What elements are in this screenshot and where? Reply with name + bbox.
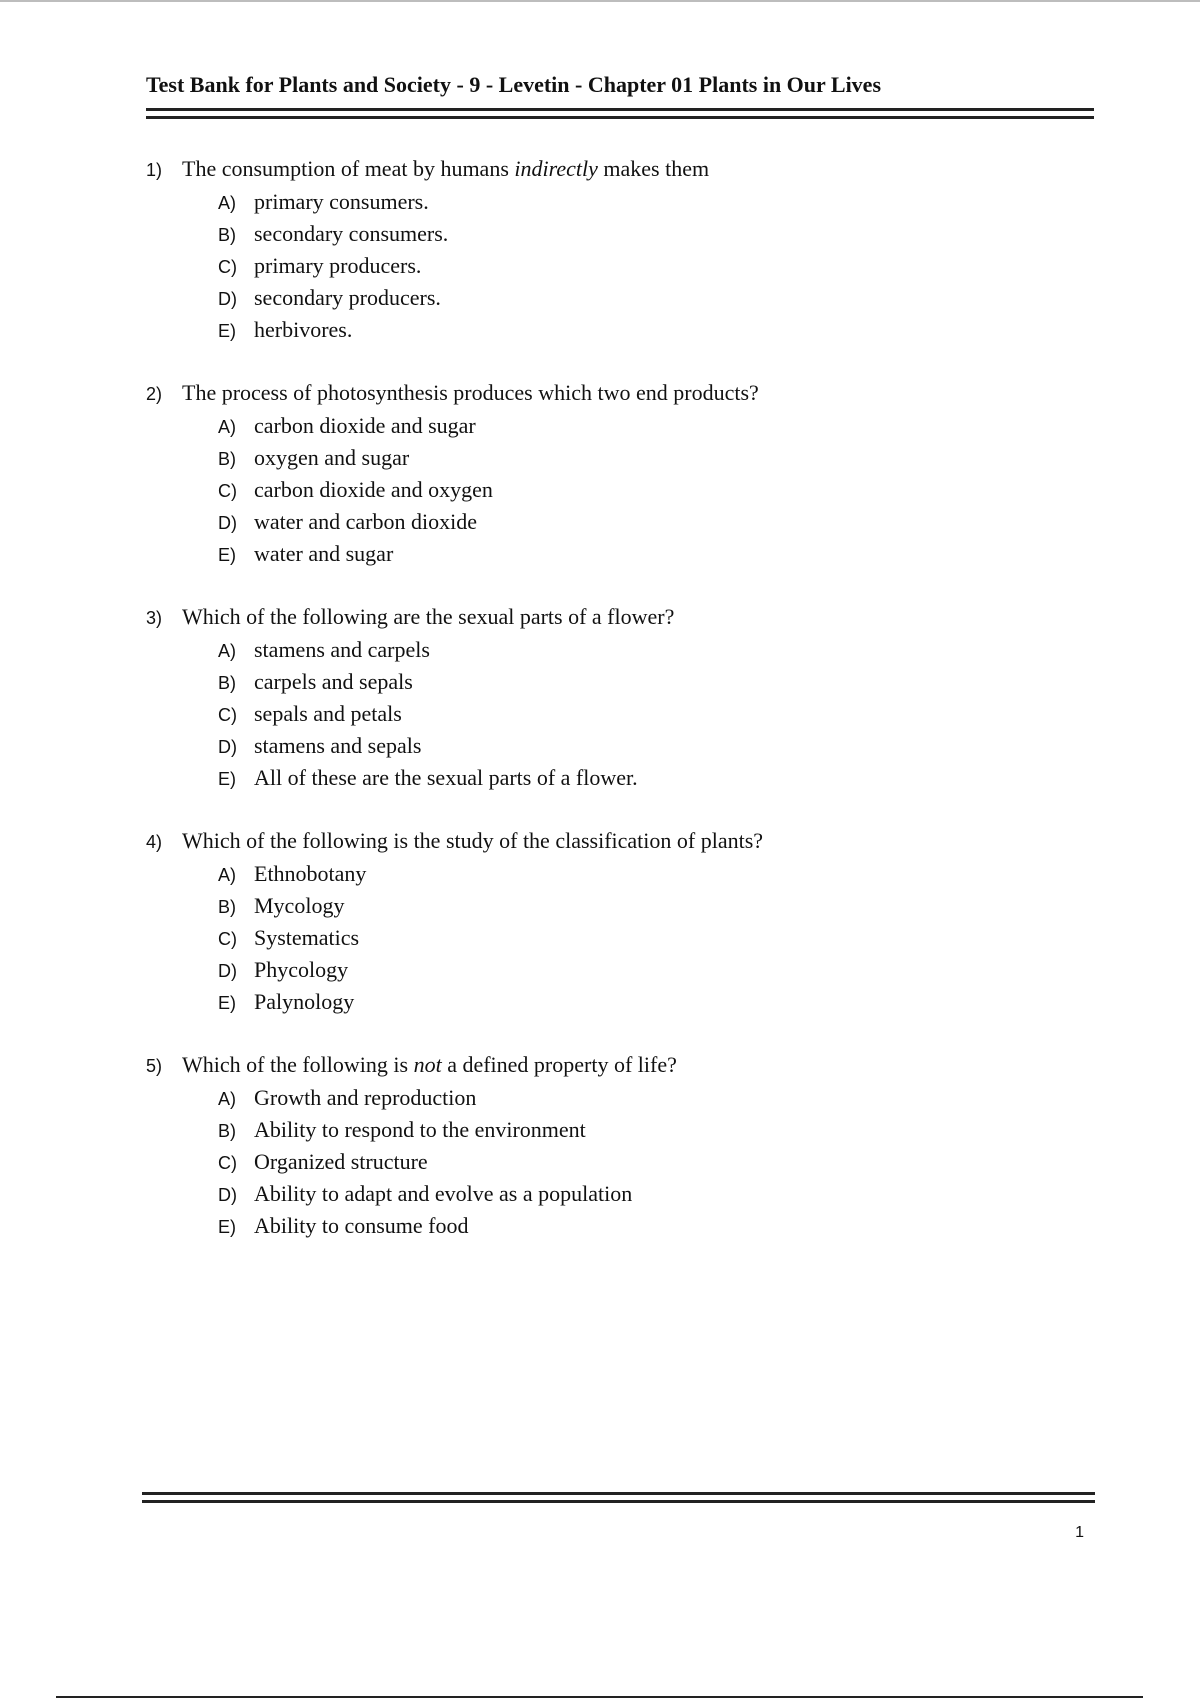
document-title: Test Bank for Plants and Society - 9 - Levetin - Chapter 01 Plants in Our Lives [146,72,882,97]
option-text: Palynology [254,989,355,1014]
option-text: Ability to consume food [254,1213,469,1238]
answer-option-c [218,922,1096,954]
answer-option-a [218,858,1096,890]
question-stem [146,376,1096,410]
option-letter: D) [218,513,237,533]
page-bottom-edge [56,1696,1143,1698]
question-number: 4) [146,832,163,852]
answer-option-b [218,218,1096,250]
option-text: Organized structure [254,1149,428,1174]
option-text: stamens and carpels [254,637,430,662]
option-letter: A) [218,1089,236,1109]
option-text: Ability to adapt and evolve as a population [254,1181,633,1206]
question-text-part: Which of the following are the sexual parts of a flower? [182,604,675,629]
option-letter: A) [218,417,236,437]
page-top-edge [0,0,1200,2]
option-letter: A) [218,193,236,213]
question-number: 1) [146,160,163,180]
answer-option-e [218,762,1096,794]
answer-option-e [218,1210,1096,1242]
option-letter: C) [218,929,237,949]
option-text: Phycology [254,957,349,982]
question-2 [146,376,1096,570]
option-letter: C) [218,257,237,277]
answer-option-e [218,538,1096,570]
option-text: water and carbon dioxide [254,509,477,534]
option-text: stamens and sepals [254,733,422,758]
question-text [182,152,709,186]
question-text-part: Which of the following is [182,1052,414,1077]
question-text-part: makes them [597,156,710,181]
option-text: water and sugar [254,541,394,566]
option-letter: A) [218,641,236,661]
option-letter: D) [218,289,237,309]
answer-option-d [218,1178,1096,1210]
option-text: All of these are the sexual parts of a flower. [254,765,638,790]
answer-option-a [218,634,1096,666]
option-text: secondary consumers. [254,221,449,246]
answer-option-b [218,1114,1096,1146]
answer-option-d [218,506,1096,538]
option-text: primary producers. [254,253,422,278]
question-text-part: a defined property of life? [441,1052,677,1077]
option-text: carbon dioxide and oxygen [254,477,493,502]
question-number: 3) [146,608,163,628]
question-5 [146,1048,1096,1242]
question-stem [146,824,1096,858]
option-text: carpels and sepals [254,669,413,694]
question-text-part: The process of photosynthesis produces which two end products? [182,380,759,405]
page-number: 1 [1075,1524,1084,1541]
option-letter: C) [218,481,237,501]
question-number: 5) [146,1056,163,1076]
question-number: 2) [146,384,163,404]
answer-option-a [218,1082,1096,1114]
question-list [146,152,1096,1272]
answer-options [146,858,1096,1018]
answer-option-c [218,474,1096,506]
question-stem [146,600,1096,634]
option-text: Ability to respond to the environment [254,1117,586,1142]
option-letter: D) [218,737,237,757]
option-letter: E) [218,321,236,341]
question-4 [146,824,1096,1018]
header-double-rule [146,108,1094,119]
option-letter: C) [218,1153,237,1173]
page-header [146,70,1094,119]
question-text-part: Which of the following is the study of the classification of plants? [182,828,764,853]
answer-options [146,1082,1096,1242]
option-letter: B) [218,1121,236,1141]
option-letter: E) [218,769,236,789]
option-letter: A) [218,865,236,885]
answer-option-d [218,282,1096,314]
question-3 [146,600,1096,794]
option-letter: E) [218,1217,236,1237]
option-text: oxygen and sugar [254,445,410,470]
option-letter: B) [218,449,236,469]
option-text: secondary producers. [254,285,441,310]
answer-option-b [218,442,1096,474]
answer-option-c [218,698,1096,730]
option-text: Growth and reproduction [254,1085,477,1110]
question-text [182,824,763,858]
answer-option-c [218,1146,1096,1178]
option-text: Mycology [254,893,345,918]
question-text-part: The consumption of meat by humans [182,156,515,181]
answer-option-b [218,666,1096,698]
option-letter: B) [218,897,236,917]
option-text: sepals and petals [254,701,402,726]
answer-option-a [218,410,1096,442]
option-text: Ethnobotany [254,861,367,886]
question-text [182,376,759,410]
option-letter: B) [218,673,236,693]
option-letter: C) [218,705,237,725]
option-letter: B) [218,225,236,245]
answer-options [146,186,1096,346]
answer-options [146,410,1096,570]
answer-options [146,634,1096,794]
option-text: carbon dioxide and sugar [254,413,476,438]
option-text: Systematics [254,925,360,950]
option-text: herbivores. [254,317,353,342]
option-text: primary consumers. [254,189,429,214]
question-text-emphasis: indirectly [514,156,598,181]
answer-option-a [218,186,1096,218]
answer-option-d [218,730,1096,762]
answer-option-e [218,986,1096,1018]
question-1 [146,152,1096,346]
question-text [182,600,674,634]
answer-option-d [218,954,1096,986]
answer-option-e [218,314,1096,346]
question-text-emphasis: not [413,1052,442,1077]
option-letter: D) [218,1185,237,1205]
question-text [182,1048,677,1082]
footer-double-rule [142,1492,1095,1503]
answer-option-b [218,890,1096,922]
answer-option-c [218,250,1096,282]
question-stem [146,1048,1096,1082]
option-letter: E) [218,545,236,565]
option-letter: D) [218,961,237,981]
question-stem [146,152,1096,186]
option-letter: E) [218,993,236,1013]
